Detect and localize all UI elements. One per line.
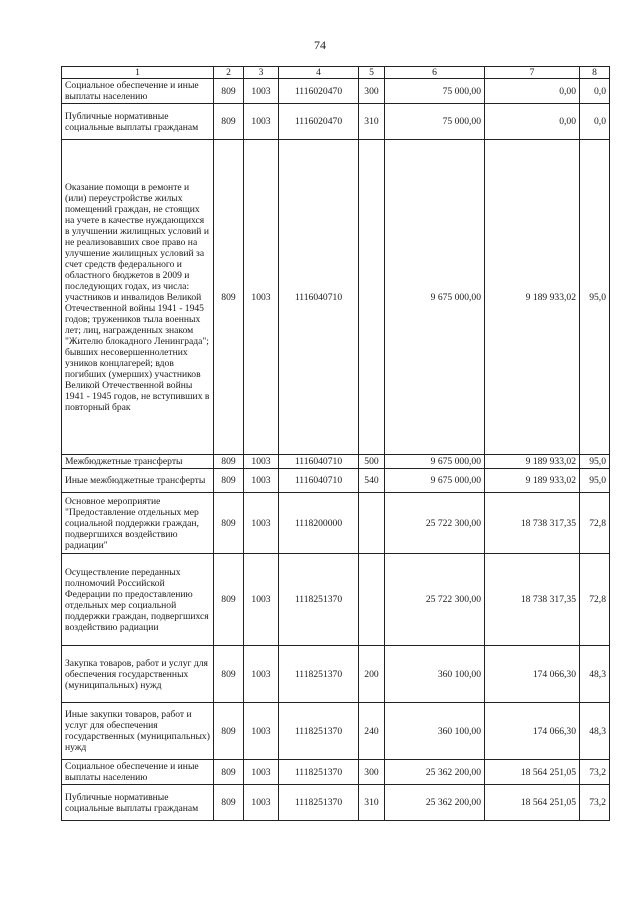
table-row bbox=[62, 104, 610, 140]
table-row bbox=[62, 646, 610, 703]
table-row bbox=[62, 785, 610, 821]
cell-type bbox=[359, 493, 385, 554]
cell-planned: 360 100,00 bbox=[385, 646, 485, 703]
cell-code: 809 bbox=[214, 104, 244, 140]
cell-section: 1003 bbox=[244, 760, 279, 785]
cell-type: 500 bbox=[359, 455, 385, 469]
cell-target: 1118251370 bbox=[279, 785, 359, 821]
cell-section: 1003 bbox=[244, 703, 279, 760]
cell-actual: 0,00 bbox=[485, 104, 580, 140]
cell-type: 240 bbox=[359, 703, 385, 760]
cell-code: 809 bbox=[214, 469, 244, 493]
column-header: 5 bbox=[359, 67, 385, 79]
cell-planned: 9 675 000,00 bbox=[385, 455, 485, 469]
cell-target: 1116020470 bbox=[279, 104, 359, 140]
cell-actual: 174 066,30 bbox=[485, 703, 580, 760]
cell-section: 1003 bbox=[244, 554, 279, 646]
cell-percent: 48,3 bbox=[580, 703, 610, 760]
cell-code: 809 bbox=[214, 554, 244, 646]
cell-type bbox=[359, 554, 385, 646]
cell-planned: 75 000,00 bbox=[385, 79, 485, 104]
row-name: Основное мероприятие "Предоставление отдельных мер социальной поддержки граждан, подвергшихся воздействию радиации" bbox=[62, 493, 214, 554]
page-number: 74 bbox=[314, 38, 326, 52]
cell-section: 1003 bbox=[244, 455, 279, 469]
cell-actual: 18 738 317,35 bbox=[485, 493, 580, 554]
cell-code: 809 bbox=[214, 703, 244, 760]
cell-type bbox=[359, 140, 385, 455]
cell-type: 300 bbox=[359, 760, 385, 785]
cell-target: 1118200000 bbox=[279, 493, 359, 554]
cell-section: 1003 bbox=[244, 104, 279, 140]
cell-percent: 0,0 bbox=[580, 104, 610, 140]
cell-percent: 72,8 bbox=[580, 554, 610, 646]
cell-section: 1003 bbox=[244, 140, 279, 455]
cell-planned: 9 675 000,00 bbox=[385, 469, 485, 493]
cell-actual: 18 564 251,05 bbox=[485, 785, 580, 821]
table-row bbox=[62, 554, 610, 646]
table-row bbox=[62, 760, 610, 785]
row-name: Социальное обеспечение и иные выплаты населению bbox=[62, 760, 214, 785]
cell-planned: 25 362 200,00 bbox=[385, 760, 485, 785]
cell-target: 1116040710 bbox=[279, 455, 359, 469]
row-name: Публичные нормативные социальные выплаты гражданам bbox=[62, 785, 214, 821]
row-name: Публичные нормативные социальные выплаты гражданам bbox=[62, 104, 214, 140]
cell-planned: 25 362 200,00 bbox=[385, 785, 485, 821]
cell-percent: 72,8 bbox=[580, 493, 610, 554]
cell-code: 809 bbox=[214, 493, 244, 554]
cell-code: 809 bbox=[214, 79, 244, 104]
cell-section: 1003 bbox=[244, 646, 279, 703]
column-header: 1 bbox=[62, 67, 214, 79]
table-row bbox=[62, 703, 610, 760]
row-name: Оказание помощи в ремонте и (или) переустройстве жилых помещений граждан, не стоящих на учете в качестве нуждающихся в улучшении жилищных условий и не реализовавших свое право на улучшение жилищных условий за счет средств федерального и областного бюджетов в 2009 и последующих годах, из числа: участников и инвалидов Великой Отечественной войны 1941 - 1945 годов; тружеников тыла военных лет; лиц, награжденных знаком "Жителю блокадного Ленинграда"; бывших несовершеннолетних узников концлагерей; вдов погибших (умерших) участников Великой Отечественной войны 1941 - 1945 годов, не вступивших в повторный брак bbox=[62, 140, 214, 455]
cell-type: 310 bbox=[359, 104, 385, 140]
cell-target: 1118251370 bbox=[279, 646, 359, 703]
cell-code: 809 bbox=[214, 140, 244, 455]
column-header: 8 bbox=[580, 67, 610, 79]
cell-percent: 95,0 bbox=[580, 469, 610, 493]
budget-table bbox=[61, 66, 610, 821]
cell-target: 1116040710 bbox=[279, 140, 359, 455]
cell-planned: 9 675 000,00 bbox=[385, 140, 485, 455]
table-row bbox=[62, 469, 610, 493]
cell-code: 809 bbox=[214, 646, 244, 703]
column-header: 3 bbox=[244, 67, 279, 79]
table-row bbox=[62, 493, 610, 554]
cell-target: 1118251370 bbox=[279, 760, 359, 785]
cell-actual: 9 189 933,02 bbox=[485, 140, 580, 455]
cell-actual: 18 738 317,35 bbox=[485, 554, 580, 646]
cell-target: 1116020470 bbox=[279, 79, 359, 104]
cell-percent: 95,0 bbox=[580, 455, 610, 469]
cell-type: 300 bbox=[359, 79, 385, 104]
cell-target: 1118251370 bbox=[279, 703, 359, 760]
table-row bbox=[62, 140, 610, 455]
row-name: Межбюджетные трансферты bbox=[62, 455, 214, 469]
cell-actual: 174 066,30 bbox=[485, 646, 580, 703]
column-header: 6 bbox=[385, 67, 485, 79]
table-row bbox=[62, 79, 610, 104]
cell-section: 1003 bbox=[244, 785, 279, 821]
cell-actual: 0,00 bbox=[485, 79, 580, 104]
cell-percent: 48,3 bbox=[580, 646, 610, 703]
cell-percent: 95,0 bbox=[580, 140, 610, 455]
cell-planned: 25 722 300,00 bbox=[385, 493, 485, 554]
table-row bbox=[62, 455, 610, 469]
column-header: 4 bbox=[279, 67, 359, 79]
cell-type: 310 bbox=[359, 785, 385, 821]
row-name: Осуществление переданных полномочий Российской Федерации по предоставлению отдельных мер социальной поддержки граждан, подвергшихся воздействию радиации bbox=[62, 554, 214, 646]
row-name: Социальное обеспечение и иные выплаты населению bbox=[62, 79, 214, 104]
cell-actual: 9 189 933,02 bbox=[485, 469, 580, 493]
cell-code: 809 bbox=[214, 785, 244, 821]
cell-planned: 75 000,00 bbox=[385, 104, 485, 140]
cell-actual: 9 189 933,02 bbox=[485, 455, 580, 469]
cell-code: 809 bbox=[214, 455, 244, 469]
cell-section: 1003 bbox=[244, 469, 279, 493]
column-header: 2 bbox=[214, 67, 244, 79]
table-header-row bbox=[62, 67, 610, 79]
cell-section: 1003 bbox=[244, 493, 279, 554]
row-name: Иные закупки товаров, работ и услуг для обеспечения государственных (муниципальных) нужд bbox=[62, 703, 214, 760]
cell-actual: 18 564 251,05 bbox=[485, 760, 580, 785]
row-name: Закупка товаров, работ и услуг для обеспечения государственных (муниципальных) нужд bbox=[62, 646, 214, 703]
cell-type: 540 bbox=[359, 469, 385, 493]
cell-type: 200 bbox=[359, 646, 385, 703]
cell-percent: 73,2 bbox=[580, 760, 610, 785]
row-name: Иные межбюджетные трансферты bbox=[62, 469, 214, 493]
cell-section: 1003 bbox=[244, 79, 279, 104]
cell-percent: 0,0 bbox=[580, 79, 610, 104]
cell-target: 1116040710 bbox=[279, 469, 359, 493]
cell-code: 809 bbox=[214, 760, 244, 785]
cell-percent: 73,2 bbox=[580, 785, 610, 821]
column-header: 7 bbox=[485, 67, 580, 79]
cell-target: 1118251370 bbox=[279, 554, 359, 646]
cell-planned: 25 722 300,00 bbox=[385, 554, 485, 646]
cell-planned: 360 100,00 bbox=[385, 703, 485, 760]
